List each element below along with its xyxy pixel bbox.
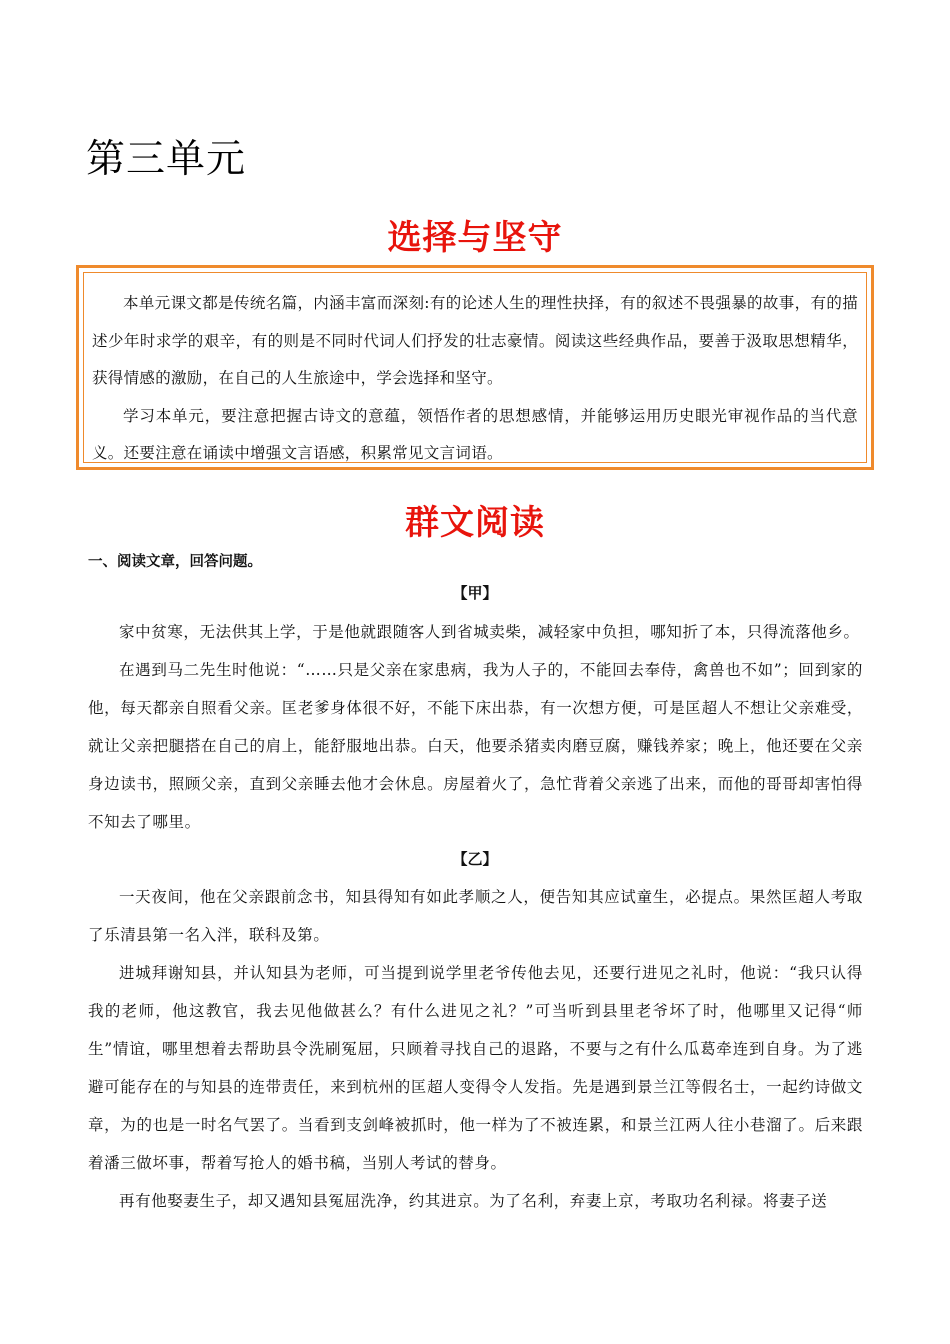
section-title: 群文阅读: [405, 503, 545, 543]
intro-box: [76, 265, 874, 470]
intro-box-inner: [83, 272, 867, 463]
intro-paragraph: 学习本单元，要注意把握古诗文的意蕴，领悟作者的思想感情，并能够运用历史眼光审视作品的当代意义。还要注意在诵读中增强文言语感，积累常见文言词语。: [92, 406, 858, 462]
unit-title: 第三单元: [86, 137, 247, 182]
passage-jia: [88, 613, 863, 841]
passage-paragraph: 进城拜谢知县，并认知县为老师，可当提到说学里老爷传他去见，还要行进见之礼时，他说：“我只认得我的老师，他这教官，我去见他做甚么？有什么进见之礼？”可当听到县里老爷坏了时，他哪里又记得“师生”情谊，哪里想着去帮助县令洗刷冤屈，只顾着寻找自己的退路，不要与之有什么瓜葛牵连到自身。为了逃避可能存在的与知县的连带责任，来到杭州的匡超人变得令人发指。先是遇到景兰江等假名士，一起约诗做文章，为的也是一时名气罢了。当看到支剑峰被抓时，他一样为了不被连累，和景兰江两人往小巷溜了。后来跟着潘三做坏事，帮着写抢人的婚书稿，当别人考试的替身。: [88, 964, 863, 1172]
passage-paragraph: 一天夜间，他在父亲跟前念书，知县得知有如此孝顺之人，便告知其应试童生，必提点。果然匡超人考取了乐清县第一名入泮，联科及第。: [88, 888, 863, 944]
passage-paragraph: 在遇到马二先生时他说：“……只是父亲在家患病，我为人子的，不能回去奉侍，禽兽也不如”；回到家的他，每天都亲自照看父亲。匡老爹身体很不好，不能下床出恭，有一次想方便，可是匡超人不想让父亲难受，就让父亲把腿搭在自己的肩上，能舒服地出恭。白天，他要杀猪卖肉磨豆腐，赚钱养家；晚上，他还要在父亲身边读书，照顾父亲，直到父亲睡去他才会休息。房屋着火了，急忙背着父亲逃了出来，而他的哥哥却害怕得不知去了哪里。: [88, 661, 863, 831]
passage-label-jia: 【甲】: [452, 584, 498, 602]
question-heading: 一、阅读文章，回答问题。: [88, 554, 262, 570]
theme-title: 选择与坚守: [387, 218, 563, 258]
passage-paragraph: 再有他娶妻生子，却又遇知县冤屈洗净，约其进京。为了名利，弃妻上京，考取功名利禄。将妻子送: [119, 1192, 828, 1210]
passage-yi: [88, 878, 863, 1220]
intro-paragraph: 本单元课文都是传统名篇，内涵丰富而深刻:有的论述人生的理性抉择，有的叙述不畏强暴的故事，有的描述少年时求学的艰辛，有的则是不同时代词人们抒发的壮志豪情。阅读这些经典作品，要善于汲取思想精华，获得情感的激励，在自己的人生旅途中，学会选择和坚守。: [92, 294, 858, 387]
passage-paragraph: 家中贫寒，无法供其上学，于是他就跟随客人到省城卖柴，减轻家中负担，哪知折了本，只得流落他乡。: [119, 623, 860, 641]
passage-label-yi: 【乙】: [452, 850, 498, 868]
